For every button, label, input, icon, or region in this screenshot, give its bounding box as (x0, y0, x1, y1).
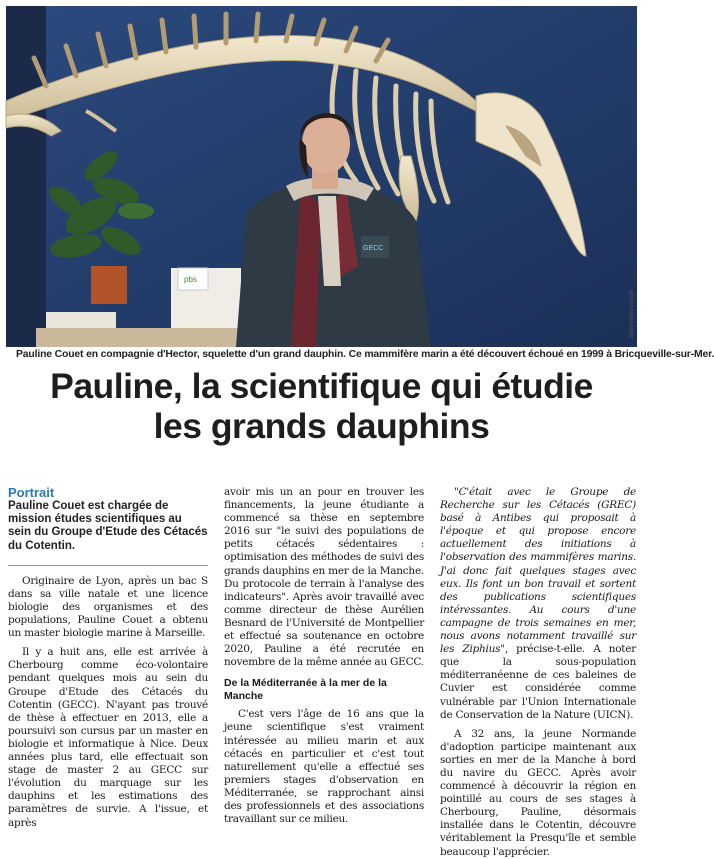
kicker: Portrait (8, 485, 55, 500)
headline (0, 366, 643, 446)
subheading: De la Méditerranée à la mer de la Manche (224, 677, 387, 702)
photo-caption: Pauline Couet en compagnie d'Hector, squelette d'un grand dauphin. Ce mammifère marin a été découvert échoué en 1999 à Bricqueville-sur-Mer. (16, 349, 714, 360)
headline-line-1: Pauline, la scientifique qui étudie (50, 366, 593, 406)
col3-paragraph-1 (440, 486, 636, 722)
lead-paragraph: Pauline Couet est chargée de mission études scientifiques au sein du Groupe d'Etude des Cétacés du Cotentin. (8, 500, 208, 552)
headline-line-2: les grands dauphins (153, 406, 490, 446)
photo-illustration (6, 6, 637, 347)
column-3 (440, 486, 636, 859)
lead-divider (8, 565, 208, 566)
column-2 (224, 486, 424, 826)
sign-text: pbs (184, 275, 197, 284)
col3-quote: "C'était avec le Groupe de Recherche sur les Cétacés (GREC) basé à Antibes qui proposait à l'époque et qui propose encore actuellement des initiations à l'observation des mammifères marins. J'ai donc fait quelques stages avec eux. Ils font un bon travail et sortent des publications scientifiques intéressantes. Au cours d'une campagne de trois semaines en mer, nous avons notamment travaillé sur les Ziphius" (440, 486, 636, 656)
column-1 (8, 486, 208, 830)
col1-paragraph-2: Il y a huit ans, elle est arrivée à Cherbourg comme éco-volontaire pendant quelques mois au sein du Groupe d'Etude des Cétacés du Cotentin (GECC). N'ayant pas trouvé de thèse à effectuer en 2013, elle a poursuivi son cursus par un master en biologie et informatique à Nice. Deux années plus tard, elle effectuait son stage de master 2 au GECC sur l'évolution du marquage sur les dauphins et les estimations des paramètres de survie. A l'issue, et après (8, 646, 208, 829)
col1-paragraph-1: Originaire de Lyon, après un bac S dans sa ville natale et une licence biologie des organismes et des populations, Pauline Couet a obtenu un master biologie marine à Marseille. (8, 574, 208, 640)
badge-text: GECC (363, 245, 384, 252)
article-photo (6, 6, 637, 347)
col2-paragraph-2: C'est vers l'âge de 16 ans que la jeune scientifique s'est vraiment intéressée au milieu marin et aux cétacés en particulier et c'est tout naturellement qu'elle a effectué ses premiers stages d'observation en Méditerranée, se rapprochant ainsi des professionnels et des associations travaillant sur ce milieu. (224, 708, 424, 826)
photo-credit: Jean-Marie Enault (629, 290, 635, 339)
col2-paragraph-1: avoir mis un an pour en trouver les financements, la jeune étudiante a commencé sa thèse en septembre 2016 sur "le suivi des populations de petits cétacés sédentaires : optimisation des méthodes de suivi des grands dauphins en mer de la Manche. Du protocole de terrain à l'analyse des indicateurs". Après avoir travaillé avec comme directeur de thèse Aurélien Besnard de l'Université de Montpellier et effectué sa soutenance en octobre 2020, Pauline a été recrutée en novembre de la même année au GECC. (224, 486, 424, 669)
col3-quote-tail: , précise-t-elle. A noter que la sous-population méditerranéenne de ces baleines de Cuvier est considérée comme vulnérable par l'Union Internationale de Conservation de la Nature (UICN). (440, 643, 637, 721)
col3-paragraph-2: A 32 ans, la jeune Normande d'adoption participe maintenant aux sorties en mer de la Manche à bord du navire du GECC. Après avoir commencé à découvrir la région en pointillé au cours de ses stages à Cherbourg, Pauline, désormais installée dans le Cotentin, découvre véritablement la Presqu'île et semble beaucoup l'apprécier. (440, 727, 636, 858)
